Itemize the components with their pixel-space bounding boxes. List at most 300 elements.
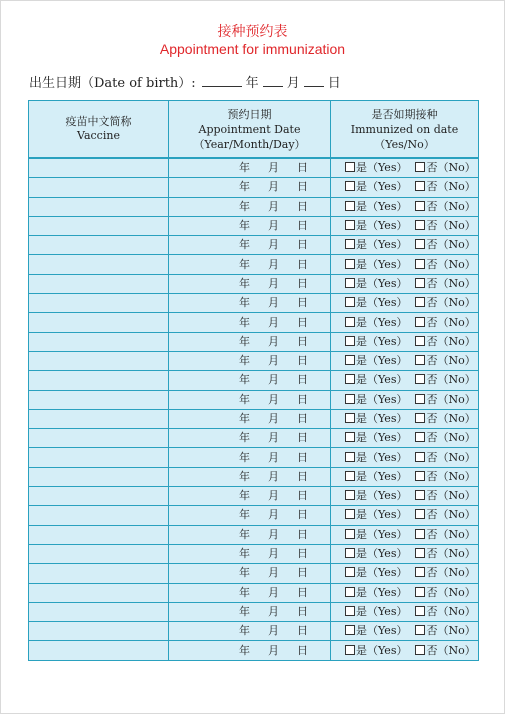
year-unit: 年 (239, 219, 250, 233)
yes-label: 是（Yes） (356, 508, 408, 522)
yes-label: 是（Yes） (356, 585, 408, 599)
yes-label: 是（Yes） (356, 315, 408, 329)
appointment-date-cell[interactable] (169, 158, 331, 178)
yes-checkbox[interactable] (345, 490, 355, 500)
vaccine-cell[interactable] (29, 544, 169, 563)
immunized-cell (331, 525, 479, 544)
no-checkbox[interactable] (415, 201, 425, 211)
month-unit: 月 (268, 469, 279, 483)
immunized-cell (331, 448, 479, 467)
table-row (29, 641, 479, 660)
appointment-date-cell[interactable] (169, 371, 331, 390)
no-label: 否（No） (426, 489, 476, 503)
yes-checkbox[interactable] (345, 432, 355, 442)
day-unit: 日 (297, 508, 308, 522)
yes-checkbox[interactable] (345, 317, 355, 327)
yes-label: 是（Yes） (356, 257, 408, 271)
month-unit: 月 (268, 257, 279, 271)
no-label: 否（No） (426, 547, 476, 561)
table-row (29, 467, 479, 486)
yes-checkbox[interactable] (345, 336, 355, 346)
appointment-date-cell[interactable] (169, 216, 331, 235)
appointment-header-cn: 预约日期 (227, 107, 272, 121)
appointment-date-column-header (169, 101, 331, 159)
day-unit: 日 (297, 315, 308, 329)
no-label: 否（No） (426, 238, 476, 252)
month-unit: 月 (268, 508, 279, 522)
appointment-date-cell[interactable] (169, 313, 331, 332)
no-label: 否（No） (426, 315, 476, 329)
yes-label: 是（Yes） (356, 276, 408, 290)
vaccine-cell[interactable] (29, 583, 169, 602)
no-checkbox[interactable] (415, 548, 425, 558)
yes-label: 是（Yes） (356, 431, 408, 445)
year-unit: 年 (239, 604, 250, 618)
yes-checkbox[interactable] (345, 645, 355, 655)
yes-label: 是（Yes） (356, 643, 408, 657)
immunized-cell (331, 236, 479, 255)
no-checkbox[interactable] (415, 471, 425, 481)
month-unit: 月 (268, 547, 279, 561)
month-unit: 月 (268, 219, 279, 233)
appointment-date-cell[interactable] (169, 641, 331, 660)
table-row (29, 216, 479, 235)
vaccine-cell[interactable] (29, 409, 169, 428)
table-body (29, 158, 479, 660)
appointment-date-cell[interactable] (169, 564, 331, 583)
no-checkbox[interactable] (415, 181, 425, 191)
day-unit: 日 (297, 219, 308, 233)
no-label: 否（No） (426, 180, 476, 194)
no-checkbox[interactable] (415, 490, 425, 500)
appointment-date-cell[interactable] (169, 390, 331, 409)
vaccine-cell[interactable] (29, 158, 169, 178)
table-row (29, 197, 479, 216)
yes-checkbox[interactable] (345, 239, 355, 249)
month-unit: 月 (268, 238, 279, 252)
table-row (29, 332, 479, 351)
appointment-date-cell[interactable] (169, 525, 331, 544)
no-label: 否（No） (426, 604, 476, 618)
table-row (29, 602, 479, 621)
immunized-cell (331, 197, 479, 216)
immunized-cell (331, 313, 479, 332)
year-unit: 年 (239, 527, 250, 541)
month-unit: 月 (268, 180, 279, 194)
no-label: 否（No） (426, 257, 476, 271)
no-checkbox[interactable] (415, 259, 425, 269)
day-unit: 日 (297, 431, 308, 445)
year-unit: 年 (239, 412, 250, 425)
year-unit: 年 (239, 199, 250, 213)
immunized-cell (331, 544, 479, 563)
year-unit: 年 (239, 585, 250, 599)
vaccine-cell[interactable] (29, 216, 169, 235)
vaccine-cell[interactable] (29, 467, 169, 486)
year-unit: 年 (239, 469, 250, 483)
day-unit: 日 (297, 373, 308, 387)
table-row (29, 274, 479, 293)
no-checkbox[interactable] (415, 413, 425, 423)
yes-checkbox[interactable] (345, 471, 355, 481)
day-unit: 日 (297, 180, 308, 194)
table-row (29, 544, 479, 563)
month-unit: 月 (268, 199, 279, 213)
yes-checkbox[interactable] (345, 567, 355, 577)
yes-label: 是（Yes） (356, 547, 408, 561)
year-unit: 年 (239, 238, 250, 252)
yes-label: 是（Yes） (356, 238, 408, 252)
no-label: 否（No） (426, 334, 476, 348)
yes-checkbox[interactable] (345, 606, 355, 616)
appointment-date-cell[interactable] (169, 236, 331, 255)
table-row (29, 409, 479, 428)
appointment-header-format: （Year/Month/Day） (193, 137, 306, 151)
yes-label: 是（Yes） (356, 199, 408, 213)
no-checkbox[interactable] (415, 587, 425, 597)
vaccine-cell[interactable] (29, 351, 169, 370)
year-unit: 年 (239, 354, 250, 368)
year-unit: 年 (239, 547, 250, 561)
no-label: 否（No） (426, 431, 476, 445)
month-unit: 月 (268, 604, 279, 618)
month-unit: 月 (268, 412, 279, 425)
month-unit: 月 (268, 527, 279, 541)
appointment-date-cell[interactable] (169, 544, 331, 563)
vaccine-cell[interactable] (29, 429, 169, 448)
immunized-cell (331, 158, 479, 178)
table-row (29, 351, 479, 370)
vaccine-header-cn: 疫苗中文简称 (65, 115, 132, 128)
immunized-cell (331, 602, 479, 621)
immunized-column-header (331, 101, 479, 159)
immunized-cell (331, 294, 479, 313)
immunized-header-format: （Yes/No） (374, 137, 435, 151)
day-unit: 日 (297, 604, 308, 618)
appointment-date-cell[interactable] (169, 448, 331, 467)
no-checkbox[interactable] (415, 374, 425, 384)
immunized-cell (331, 178, 479, 197)
immunized-cell (331, 622, 479, 641)
month-unit: 月 (268, 276, 279, 290)
yes-checkbox[interactable] (345, 278, 355, 288)
table-row (29, 178, 479, 197)
year-unit: 年 (239, 334, 250, 348)
yes-label: 是（Yes） (356, 373, 408, 387)
year-unit: 年 (239, 392, 250, 406)
immunized-cell (331, 216, 479, 235)
no-label: 否（No） (426, 219, 476, 233)
month-unit: 月 (268, 161, 279, 175)
vaccine-cell[interactable] (29, 448, 169, 467)
no-checkbox[interactable] (415, 567, 425, 577)
vaccine-cell[interactable] (29, 371, 169, 390)
no-label: 否（No） (426, 354, 476, 368)
appointment-date-cell[interactable] (169, 467, 331, 486)
yes-label: 是（Yes） (356, 469, 408, 483)
no-label: 否（No） (426, 585, 476, 599)
day-unit: 日 (297, 161, 308, 175)
vaccine-cell[interactable] (29, 294, 169, 313)
yes-checkbox[interactable] (345, 297, 355, 307)
no-checkbox[interactable] (415, 162, 425, 172)
vaccine-cell[interactable] (29, 564, 169, 583)
month-unit: 月 (268, 566, 279, 580)
no-checkbox[interactable] (415, 239, 425, 249)
appointment-date-cell[interactable] (169, 351, 331, 370)
appointment-date-cell[interactable] (169, 429, 331, 448)
yes-checkbox[interactable] (345, 181, 355, 191)
no-checkbox[interactable] (415, 625, 425, 635)
yes-checkbox[interactable] (345, 162, 355, 172)
appointment-table (28, 100, 479, 661)
year-unit: 年 (239, 643, 250, 657)
immunized-cell (331, 467, 479, 486)
appointment-date-cell[interactable] (169, 178, 331, 197)
vaccine-cell[interactable] (29, 602, 169, 621)
vaccine-cell[interactable] (29, 313, 169, 332)
year-unit: 年 (239, 161, 250, 175)
no-checkbox[interactable] (415, 278, 425, 288)
year-unit: 年 (239, 489, 250, 503)
no-checkbox[interactable] (415, 317, 425, 327)
form-title-chinese: 接种预约表 (217, 24, 288, 40)
vaccine-cell[interactable] (29, 197, 169, 216)
immunized-cell (331, 487, 479, 506)
year-unit: 年 (239, 257, 250, 271)
immunized-cell (331, 641, 479, 660)
appointment-date-cell[interactable] (169, 255, 331, 274)
date-of-birth-label: 出生日期（Date of birth）: (29, 76, 196, 91)
no-label: 否（No） (426, 624, 476, 638)
day-unit: 日 (297, 624, 308, 638)
appointment-date-cell[interactable] (169, 274, 331, 293)
month-unit: 月 (268, 392, 279, 406)
no-label: 否（No） (426, 527, 476, 541)
immunized-cell (331, 409, 479, 428)
month-unit: 月 (268, 450, 279, 464)
no-checkbox[interactable] (415, 645, 425, 655)
month-unit: 月 (268, 624, 279, 638)
yes-checkbox[interactable] (345, 413, 355, 423)
table-row (29, 564, 479, 583)
yes-label: 是（Yes） (356, 450, 408, 464)
appointment-date-cell[interactable] (169, 622, 331, 641)
yes-checkbox[interactable] (345, 220, 355, 230)
vaccine-cell[interactable] (29, 255, 169, 274)
vaccine-cell[interactable] (29, 332, 169, 351)
day-unit: 日 (297, 527, 308, 541)
no-label: 否（No） (426, 508, 476, 522)
no-label: 否（No） (426, 392, 476, 406)
table-row (29, 313, 479, 332)
vaccine-cell[interactable] (29, 390, 169, 409)
year-unit: 年 (239, 296, 250, 310)
vaccine-cell[interactable] (29, 487, 169, 506)
no-label: 否（No） (426, 296, 476, 310)
no-checkbox[interactable] (415, 220, 425, 230)
immunized-cell (331, 351, 479, 370)
day-unit: 日 (297, 354, 308, 368)
yes-checkbox[interactable] (345, 394, 355, 404)
yes-label: 是（Yes） (356, 334, 408, 348)
yes-checkbox[interactable] (345, 374, 355, 384)
year-unit: 年 (239, 508, 250, 522)
appointment-date-cell[interactable] (169, 602, 331, 621)
day-unit: 日 (297, 392, 308, 406)
day-unit: 日 (297, 489, 308, 503)
no-label: 否（No） (426, 566, 476, 580)
yes-checkbox[interactable] (345, 355, 355, 365)
day-unit: 日 (297, 566, 308, 580)
no-checkbox[interactable] (415, 355, 425, 365)
no-label: 否（No） (426, 276, 476, 290)
no-checkbox[interactable] (415, 509, 425, 519)
appointment-date-cell[interactable] (169, 487, 331, 506)
table-row (29, 622, 479, 641)
appointment-date-cell[interactable] (169, 506, 331, 525)
no-label: 否（No） (426, 373, 476, 387)
month-unit: 月 (268, 585, 279, 599)
day-unit: 日 (297, 257, 308, 271)
vaccine-header-en: Vaccine (77, 129, 120, 142)
immunized-cell (331, 371, 479, 390)
month-unit: 月 (268, 315, 279, 329)
yes-checkbox[interactable] (345, 625, 355, 635)
no-label: 否（No） (426, 469, 476, 483)
no-checkbox[interactable] (415, 394, 425, 404)
immunized-cell (331, 506, 479, 525)
birth-year-blank[interactable] (202, 72, 242, 87)
table-row (29, 506, 479, 525)
table-row (29, 525, 479, 544)
day-unit: 日 (297, 547, 308, 561)
yes-checkbox[interactable] (345, 452, 355, 462)
yes-label: 是（Yes） (356, 354, 408, 368)
year-unit: 年 (239, 566, 250, 580)
yes-label: 是（Yes） (356, 296, 408, 310)
month-unit: 月 (268, 643, 279, 657)
yes-label: 是（Yes） (356, 624, 408, 638)
table-row (29, 294, 479, 313)
birth-month-unit: 月 (286, 76, 300, 91)
year-unit: 年 (239, 180, 250, 194)
form-title-english: Appointment for immunization (159, 41, 346, 57)
birth-month-blank[interactable] (263, 72, 283, 87)
day-unit: 日 (297, 238, 308, 252)
day-unit: 日 (297, 469, 308, 483)
yes-label: 是（Yes） (356, 392, 408, 406)
month-unit: 月 (268, 296, 279, 310)
vaccine-cell[interactable] (29, 236, 169, 255)
no-checkbox[interactable] (415, 452, 425, 462)
yes-checkbox[interactable] (345, 548, 355, 558)
yes-checkbox[interactable] (345, 201, 355, 211)
yes-label: 是（Yes） (356, 604, 408, 618)
table-row (29, 390, 479, 409)
yes-label: 是（Yes） (356, 219, 408, 233)
day-unit: 日 (297, 585, 308, 599)
table-row (29, 371, 479, 390)
yes-label: 是（Yes） (356, 412, 408, 425)
vaccine-cell[interactable] (29, 274, 169, 293)
immunized-cell (331, 274, 479, 293)
no-checkbox[interactable] (415, 336, 425, 346)
appointment-date-cell[interactable] (169, 332, 331, 351)
birth-year-unit: 年 (245, 76, 259, 91)
birth-day-unit: 日 (327, 76, 341, 91)
vaccine-cell[interactable] (29, 641, 169, 660)
month-unit: 月 (268, 373, 279, 387)
appointment-date-cell[interactable] (169, 197, 331, 216)
month-unit: 月 (268, 431, 279, 445)
appointment-date-cell[interactable] (169, 294, 331, 313)
no-checkbox[interactable] (415, 529, 425, 539)
year-unit: 年 (239, 450, 250, 464)
table-row (29, 448, 479, 467)
immunized-header-en: Immunized on date (350, 122, 459, 136)
immunized-cell (331, 429, 479, 448)
appointment-date-cell[interactable] (169, 583, 331, 602)
immunized-header-cn: 是否如期接种 (371, 107, 438, 121)
month-unit: 月 (268, 354, 279, 368)
day-unit: 日 (297, 450, 308, 464)
vaccine-cell[interactable] (29, 622, 169, 641)
vaccine-cell[interactable] (29, 525, 169, 544)
yes-checkbox[interactable] (345, 509, 355, 519)
year-unit: 年 (239, 373, 250, 387)
month-unit: 月 (268, 489, 279, 503)
yes-label: 是（Yes） (356, 180, 408, 194)
table-header-row (29, 101, 479, 159)
immunized-cell (331, 583, 479, 602)
yes-checkbox[interactable] (345, 587, 355, 597)
year-unit: 年 (239, 624, 250, 638)
no-label: 否（No） (426, 450, 476, 464)
vaccine-column-header (29, 101, 169, 159)
table-row (29, 236, 479, 255)
table-row (29, 583, 479, 602)
table-row (29, 255, 479, 274)
yes-checkbox[interactable] (345, 259, 355, 269)
yes-label: 是（Yes） (356, 161, 408, 175)
no-checkbox[interactable] (415, 606, 425, 616)
immunized-cell (331, 390, 479, 409)
date-of-birth-line (29, 72, 341, 94)
birth-day-blank[interactable] (304, 72, 324, 87)
appointment-date-cell[interactable] (169, 409, 331, 428)
no-checkbox[interactable] (415, 297, 425, 307)
vaccine-cell[interactable] (29, 178, 169, 197)
no-label: 否（No） (426, 161, 476, 175)
immunized-cell (331, 564, 479, 583)
vaccine-cell[interactable] (29, 506, 169, 525)
day-unit: 日 (297, 296, 308, 310)
immunized-cell (331, 255, 479, 274)
appointment-header-en: Appointment Date (198, 122, 301, 136)
no-checkbox[interactable] (415, 432, 425, 442)
table-row (29, 158, 479, 178)
no-label: 否（No） (426, 643, 476, 657)
year-unit: 年 (239, 276, 250, 290)
yes-label: 是（Yes） (356, 489, 408, 503)
no-label: 否（No） (426, 412, 476, 425)
yes-checkbox[interactable] (345, 529, 355, 539)
month-unit: 月 (268, 334, 279, 348)
year-unit: 年 (239, 315, 250, 329)
day-unit: 日 (297, 199, 308, 213)
yes-label: 是（Yes） (356, 566, 408, 580)
